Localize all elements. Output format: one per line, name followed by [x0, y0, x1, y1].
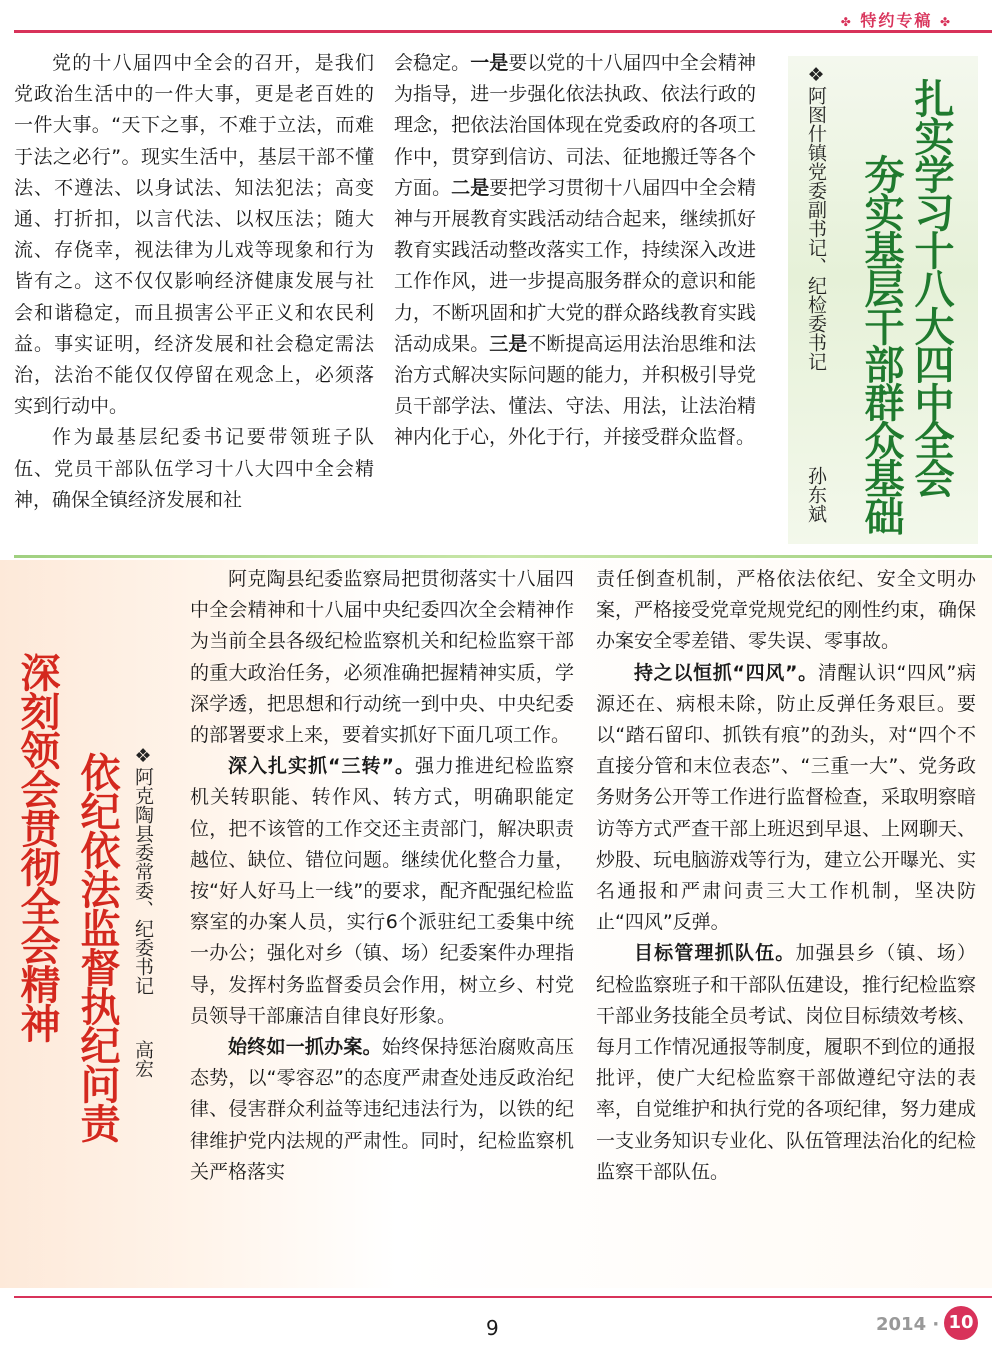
- article1-column-left: [14, 48, 374, 516]
- article1-column-mid: [394, 48, 756, 454]
- article2-paragraph: 持之以恒抓“四风”。清醒认识“四风”病源还在、病根未除，防止反弹任务艰巨。要以“踏石留印、抓铁有痕”的劲头，对“四个不直接分管和末位表态”、“三重一大”、党务政务财务公开等工作进行监督检查，采取明察暗访等方式严查干部上班迟到早退、上网聊天、炒股、玩电脑游戏等行为，建立公开曝光、实名通报和严肃问责三大工作机制，坚决防止“四风”反弹。: [596, 661, 977, 934]
- issue-badge: 10: [944, 1306, 978, 1340]
- article2-paragraph: 深入扎实抓“三转”。强力推进纪检监察机关转职能、转作风、转方式，明确职能定位，把不该管的工作交还主责部门，解决职责越位、缺位、错位问题。继续优化整合力量，按“好人好马上一线”的要求，配齐配强纪检监察室的办案人员，实行6个派驻纪工委集中统一办公；强化对乡（镇、场）纪委案件办理指导，发挥村务监督委员会作用，树立乡、村党员领导干部廉洁自律良好形象。: [190, 755, 574, 1027]
- article2-title-line1: 深刻领会贯彻全会精神: [14, 652, 60, 1042]
- page-number: 9: [486, 1316, 499, 1340]
- footer-rule: [14, 1296, 992, 1298]
- article2-paragraph: 阿克陶县纪委监察局把贯彻落实十八届四中全会精神和十八届中央纪委四次全会精神作为当前全县各级纪检监察机关和纪检监察干部的重大政治任务，必须准确把握精神实质，学深学透，把思想和行动统一到中央、中央纪委的部署要求上来，要着实抓好下面几项工作。: [190, 568, 574, 747]
- article1-paragraph: 作为最基层纪委书记要带领班子队伍、党员干部队伍学习十八大四中全会精神，确保全镇经济发展和社: [14, 426, 374, 511]
- article2-author-name: 高宏: [132, 1040, 154, 1078]
- issue-year: 2014 ·: [876, 1314, 940, 1335]
- bullet-icon: ❖: [132, 745, 154, 767]
- article2-paragraph: 目标管理抓队伍。加强县乡（镇、场）纪检监察班子和干部队伍建设，推行纪检监察干部业务技能全员考试、岗位目标绩效考核、每月工作情况通报等制度，履职不到位的通报批评，使广大纪检监察干部做遵纪守法的表率，自觉维护和执行党的各项纪律，努力建成一支业务知识专业化、队伍管理法治化的纪检监察干部队伍。: [596, 942, 977, 1183]
- article1-author-name: 孙东斌: [805, 466, 827, 523]
- ornament-icon: ✤: [939, 15, 952, 29]
- section-divider: [14, 555, 992, 558]
- section-tag: [841, 8, 952, 31]
- article1-title-banner: [788, 56, 978, 544]
- article1-author-role: ❖阿图什镇党委副书记、纪检委书记: [805, 64, 827, 371]
- article1-title-line2: 夯实基层干部群众基础: [858, 154, 904, 534]
- article2-author-role: ❖阿克陶县委常委、纪委书记: [132, 745, 154, 995]
- ornament-icon: ✤: [840, 15, 853, 29]
- article2-paragraph: 始终如一抓办案。始终保持惩治腐败高压态势，以“零容忍”的态度严肃查处违反政治纪律、侵害群众利益等违纪违法行为，以铁的纪律维护党内法规的严肃性。同时，纪检监察机关严格落实: [190, 1036, 574, 1183]
- article1-mid-paragraph: 会稳定。一是要以党的十八届四中全会精神为指导，进一步强化依法执政、依法行政的理念，把依法治国体现在党委政府的各项工作中，贯穿到信访、司法、征地搬迁等各个方面。二是要把学习贯彻十八届四中全会精神与开展教育实践活动结合起来，继续抓好教育实践活动整改落实工作，持续深入改进工作作风，进一步提高服务群众的意识和能力，不断巩固和扩大党的群众路线教育实践活动成果。三是不断提高运用法治思维和法治方式解决实际问题的能力，并积极引导党员干部学法、懂法、守法、用法，让法治精神内化于心，外化于行，并接受群众监督。: [394, 52, 756, 449]
- bullet-icon: ❖: [805, 64, 827, 86]
- article2-column-right: [596, 564, 976, 1188]
- header-rule: [14, 30, 992, 33]
- article1-title-line1: 扎实学习十八大四中全会: [908, 78, 954, 496]
- article1-paragraph: 党的十八届四中全会的召开，是我们党政治生活中的一件大事，更是老百姓的一件大事。“天下之事，不难于立法，而难于法之必行”。现实生活中，基层干部不懂法、不遵法、以身试法、知法犯法；高变通、打折扣，以言代法、以权压法；随大流、存侥幸，视法律为儿戏等现象和行为皆有之。这不仅仅影响经济健康发展与社会和谐稳定，而且损害公平正义和农民利益。事实证明，经济发展和社会稳定需法治，法治不能仅仅停留在观念上，必须落实到行动中。: [14, 52, 374, 418]
- article2-title-line2: 依纪依法监督执纪问责: [74, 752, 120, 1142]
- section-tag-label: 特约专稿: [860, 11, 933, 30]
- article2-column-mid: [190, 564, 574, 1188]
- article2-paragraph: 责任倒查机制，严格依法依纪、安全文明办案，严格接受党章党规党纪的刚性约束，确保办案安全零差错、零失误、零事故。: [596, 568, 977, 653]
